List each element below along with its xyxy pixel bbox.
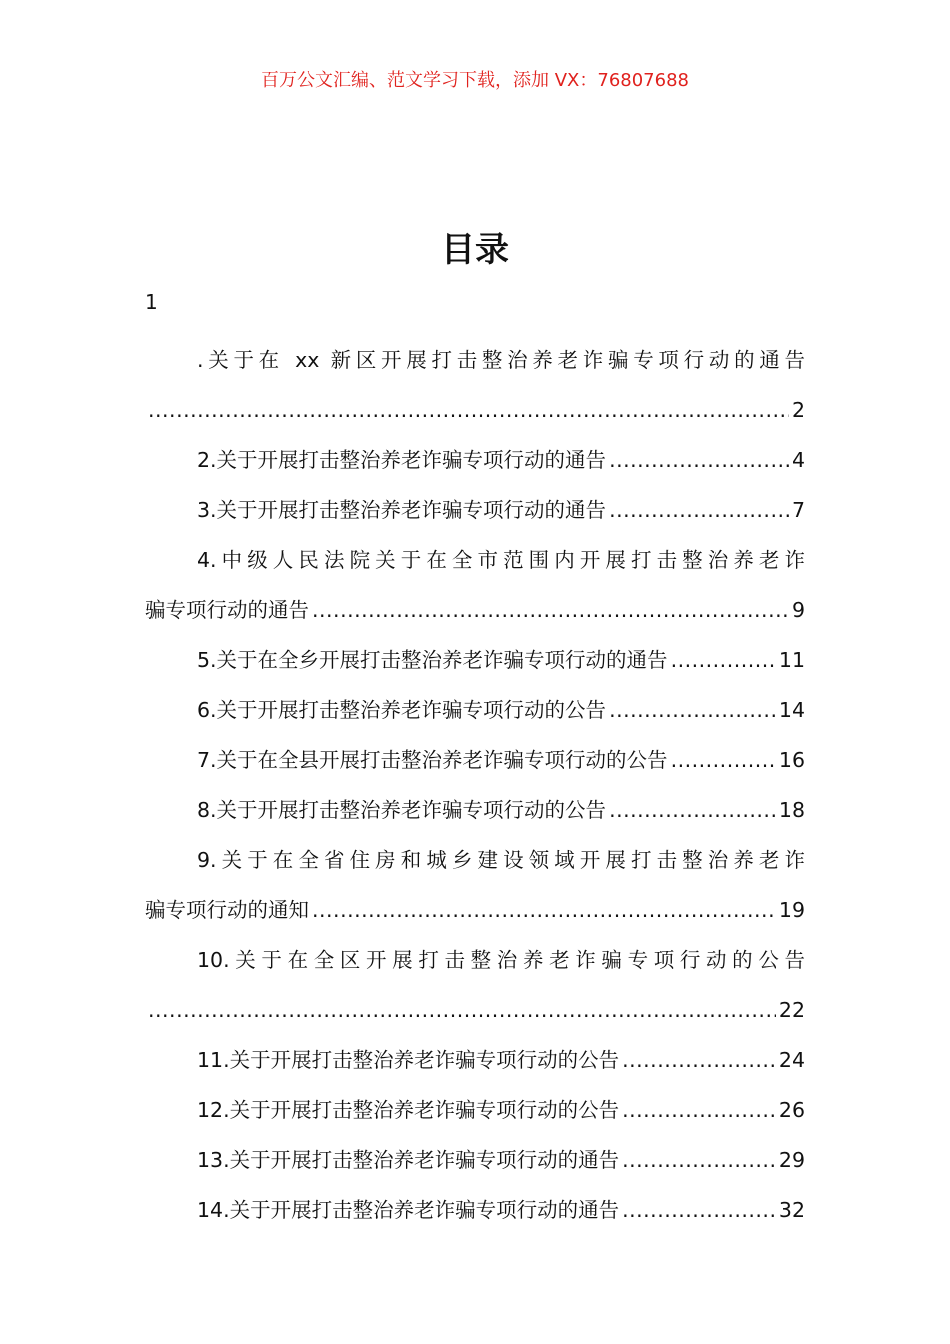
dot-leader (671, 635, 776, 685)
toc-entry-line (145, 385, 805, 435)
toc-entry[interactable] (145, 785, 805, 835)
toc-entry[interactable] (145, 335, 805, 435)
toc-entry[interactable] (145, 835, 805, 935)
toc-entry-title: 5.关于在全乡开展打击整治养老诈骗专项行动的通告 (197, 648, 668, 672)
toc-entry-line (145, 1185, 805, 1235)
toc-entry-line (145, 785, 805, 835)
dot-leader (671, 735, 776, 785)
toc-entry-line (145, 685, 805, 735)
toc-entry[interactable] (145, 685, 805, 735)
toc-entry-line (145, 985, 805, 1035)
toc-page-number: 4 (791, 448, 805, 472)
dot-leader (148, 985, 776, 1035)
toc-entry[interactable] (145, 485, 805, 535)
toc-page-number: 14 (778, 698, 805, 722)
toc-entry-line (145, 535, 805, 585)
toc-page-number: 22 (778, 998, 805, 1022)
dot-leader (609, 435, 789, 485)
toc-entry[interactable] (145, 635, 805, 685)
toc-entry-title: 8.关于开展打击整治养老诈骗专项行动的公告 (197, 798, 607, 822)
toc-entry-line (145, 1135, 805, 1185)
toc-page-number: 16 (778, 748, 805, 772)
toc-entry[interactable] (145, 435, 805, 485)
header-note: 百万公文汇编、范文学习下载，添加 VX：76807688 (261, 70, 689, 91)
toc-entry-line (145, 335, 805, 385)
toc-entry-line (145, 435, 805, 485)
toc-entry-line (145, 735, 805, 785)
dot-leader (312, 885, 776, 935)
toc-page-number: 11 (778, 648, 805, 672)
toc-entry-line (145, 885, 805, 935)
toc-entry-title: .关于在 xx 新区开展打击整治养老诈骗专项行动的通告 (197, 348, 805, 372)
toc-page-number: 32 (778, 1198, 805, 1222)
dot-leader (148, 385, 789, 435)
toc-entry-title: 3.关于开展打击整治养老诈骗专项行动的通告 (197, 498, 607, 522)
toc-entry-title: 6.关于开展打击整治养老诈骗专项行动的公告 (197, 698, 607, 722)
toc-entry-title: 9.关于在全省住房和城乡建设领域开展打击整治养老诈 (197, 848, 805, 872)
toc-page-number: 9 (791, 598, 805, 622)
toc-entry[interactable] (145, 535, 805, 635)
toc-list (145, 335, 805, 1235)
toc-page-number: 7 (791, 498, 805, 522)
dot-leader (622, 1135, 776, 1185)
toc-title: 目录 (441, 230, 509, 270)
toc-page-number: 2 (791, 398, 805, 422)
toc-page-number: 26 (778, 1098, 805, 1122)
toc-entry-title: 12.关于开展打击整治养老诈骗专项行动的公告 (197, 1098, 620, 1122)
toc-entry-title: 骗专项行动的通知 (145, 898, 309, 922)
toc-entry-line (145, 485, 805, 535)
dot-leader (622, 1035, 776, 1085)
dot-leader (609, 485, 789, 535)
toc-entry[interactable] (145, 1135, 805, 1185)
toc-entry-line (145, 835, 805, 885)
toc-entry-title: 13.关于开展打击整治养老诈骗专项行动的通告 (197, 1148, 620, 1172)
toc-entry-line (145, 1085, 805, 1135)
dot-leader (609, 685, 776, 735)
toc-entry-title: 4.中级人民法院关于在全市范围内开展打击整治养老诈 (197, 548, 805, 572)
toc-page-number: 19 (778, 898, 805, 922)
dot-leader (609, 785, 776, 835)
toc-entry-line (145, 1035, 805, 1085)
toc-entry[interactable] (145, 735, 805, 785)
toc-page-number: 24 (778, 1048, 805, 1072)
toc-entry-line (145, 935, 805, 985)
toc-entry-title: 14.关于开展打击整治养老诈骗专项行动的通告 (197, 1198, 620, 1222)
toc-entry-line (145, 635, 805, 685)
toc-entry-title: 7.关于在全县开展打击整治养老诈骗专项行动的公告 (197, 748, 668, 772)
toc-entry-title: 骗专项行动的通告 (145, 598, 309, 622)
dot-leader (312, 585, 789, 635)
toc-entry-title: 10.关于在全区开展打击整治养老诈骗专项行动的公告 (197, 948, 805, 972)
toc-entry[interactable] (145, 1185, 805, 1235)
stray-number: 1 (145, 290, 158, 314)
toc-entry-title: 2.关于开展打击整治养老诈骗专项行动的通告 (197, 448, 607, 472)
dot-leader (622, 1085, 776, 1135)
toc-entry[interactable] (145, 1085, 805, 1135)
toc-entry-title: 11.关于开展打击整治养老诈骗专项行动的公告 (197, 1048, 620, 1072)
toc-entry[interactable] (145, 935, 805, 1035)
toc-entry-line (145, 585, 805, 635)
dot-leader (622, 1185, 776, 1235)
toc-entry[interactable] (145, 1035, 805, 1085)
toc-page-number: 18 (778, 798, 805, 822)
toc-page-number: 29 (778, 1148, 805, 1172)
